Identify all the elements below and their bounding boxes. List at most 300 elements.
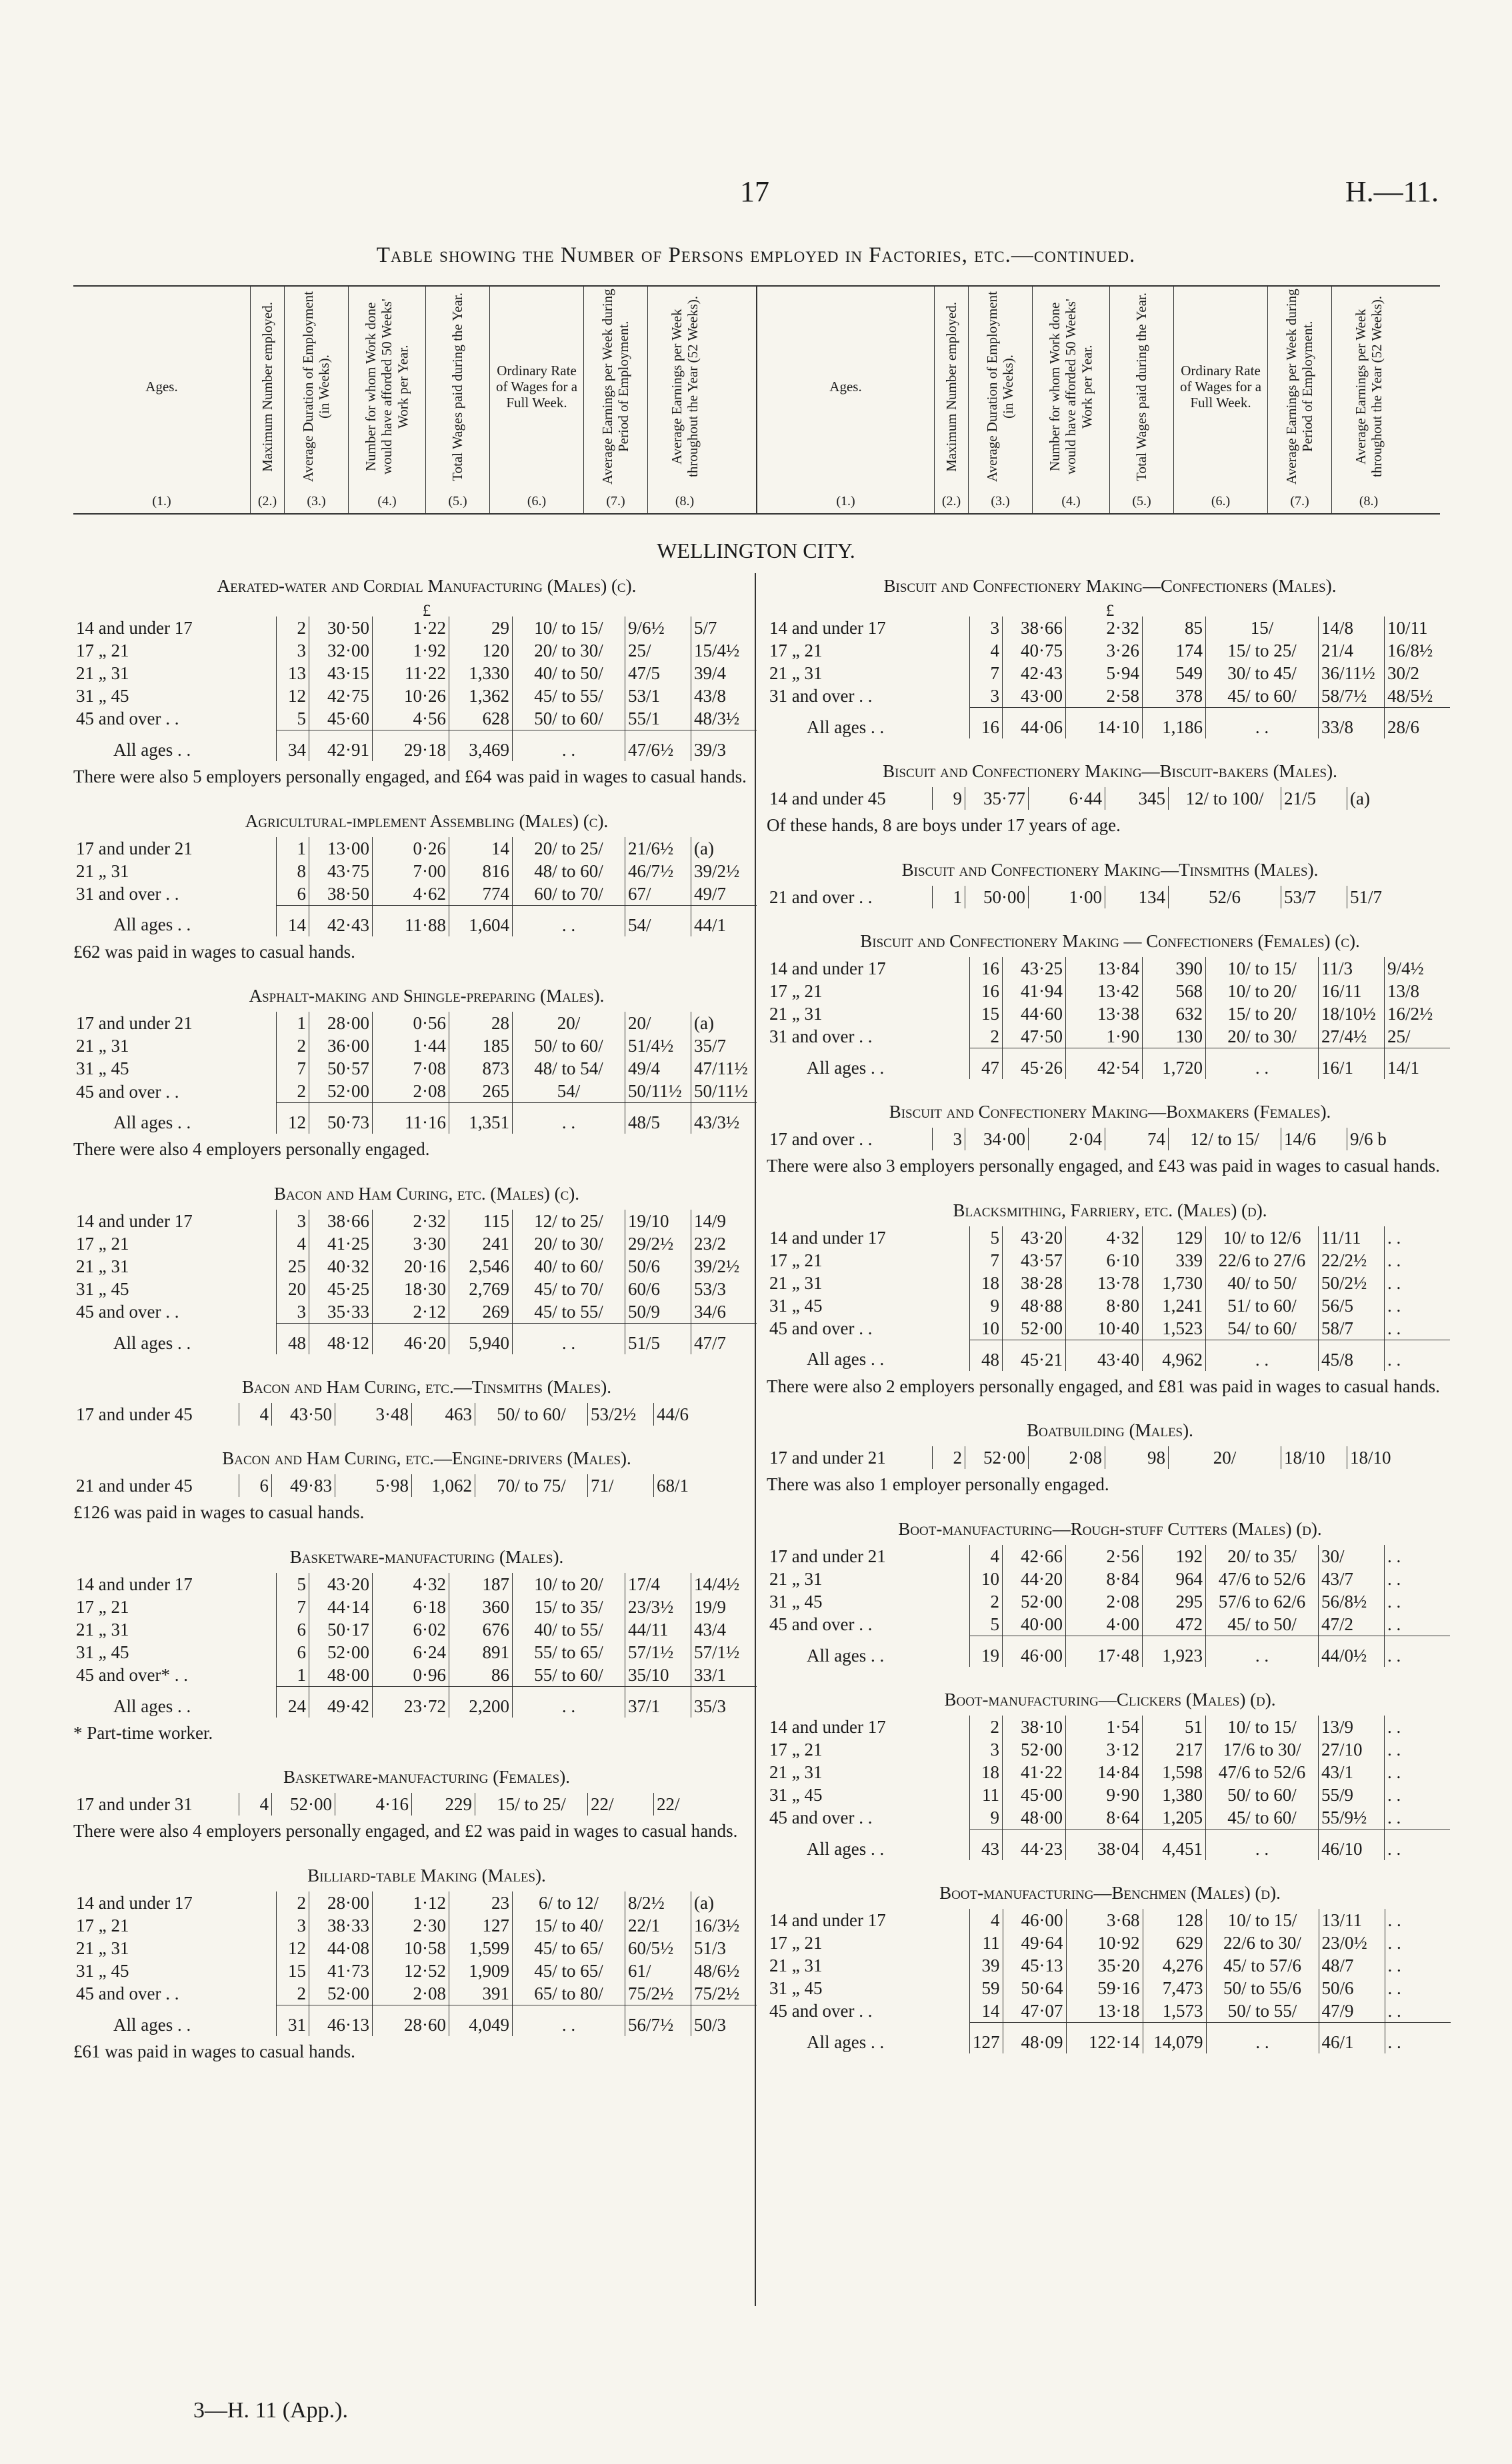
table-row — [73, 1403, 719, 1426]
table-cell: 70/ to 75/ — [475, 1474, 588, 1497]
total-row — [767, 708, 1450, 739]
table-cell: 3·12 — [1066, 1738, 1143, 1761]
total-row — [767, 1830, 1450, 1861]
table-cell: 46/1 — [1319, 2023, 1385, 2054]
table-cell: 0·96 — [373, 1664, 449, 1687]
table-cell: 48/7 — [1319, 1954, 1385, 1977]
table-cell: 1 — [277, 837, 309, 860]
table-cell: 115 — [449, 1210, 513, 1232]
industry-section — [73, 984, 780, 1161]
table-cell: 241 — [449, 1232, 513, 1255]
table-cell: 8·80 — [1066, 1294, 1143, 1317]
table-cell: 4 — [970, 1545, 1003, 1568]
table-row — [767, 957, 1450, 980]
table-cell: 15/ to 40/ — [513, 1914, 625, 1937]
right-column — [767, 575, 1453, 2075]
industry-section — [767, 1419, 1453, 1496]
table-cell: 1,573 — [1143, 1999, 1206, 2023]
table-cell: 6/ to 12/ — [513, 1891, 625, 1914]
table-cell: 48·12 — [309, 1324, 373, 1355]
table-cell: 345 — [1105, 787, 1169, 810]
table-cell: 54/ — [625, 905, 691, 936]
pound-sign: £ — [422, 602, 431, 620]
table-cell: 48/ to 60/ — [513, 860, 625, 882]
data-table — [767, 1226, 1450, 1371]
table-cell: 14 and under 17 — [73, 1210, 277, 1232]
table-cell: 45/ to 60/ — [1206, 684, 1319, 708]
table-row — [767, 886, 1413, 908]
table-row — [767, 1128, 1413, 1150]
table-cell: 14 and under 45 — [767, 787, 933, 810]
table-cell: 29 — [449, 616, 513, 639]
table-cell: 12·52 — [373, 1959, 449, 1982]
table-cell: 44/11 — [625, 1618, 691, 1641]
table-cell: 55/1 — [625, 707, 691, 730]
table-cell: 47/6 to 52/6 — [1206, 1568, 1319, 1590]
section-title: Biscuit and Confectionery Making—Boxmakers (Females). — [889, 1101, 1331, 1122]
table-row — [73, 1034, 757, 1057]
table-cell: 5/7 — [694, 618, 717, 638]
table-cell: (a) — [1350, 788, 1370, 809]
header-number: (4.) — [377, 494, 397, 509]
table-cell: 20/ to 30/ — [513, 1232, 625, 1255]
table-cell: 31 — [277, 2005, 309, 2037]
table-row — [767, 1716, 1450, 1738]
table-row — [73, 1255, 757, 1278]
header-label — [1033, 287, 1109, 487]
table-cell: 13·38 — [1066, 1002, 1143, 1025]
table-row — [767, 980, 1450, 1002]
header-label — [426, 287, 489, 487]
table-cell: 1,330 — [449, 662, 513, 684]
table-row — [767, 1954, 1451, 1977]
total-row — [73, 730, 757, 762]
table-row — [73, 1057, 757, 1080]
table-cell: 41·22 — [1003, 1761, 1066, 1784]
table-cell: 27/10 — [1319, 1738, 1385, 1761]
section-note: Of these hands, 8 are boys under 17 years of age. — [767, 815, 1121, 836]
header-cell — [1110, 287, 1174, 513]
table-cell: 15/4½ — [694, 640, 740, 661]
section-title: Billiard-table Making (Males). — [307, 1865, 546, 1886]
table-cell: 1,241 — [1143, 1294, 1206, 1317]
table-cell: . . — [1385, 1830, 1451, 1861]
table-cell: . . — [513, 1324, 625, 1355]
table-cell: 45 and over . . — [767, 1317, 970, 1340]
table-cell: 9 — [970, 1806, 1003, 1830]
table-row — [73, 1959, 757, 1982]
table-cell: 52·00 — [1003, 1590, 1066, 1613]
table-cell: 49·42 — [309, 1686, 373, 1718]
table-cell: 35/7 — [694, 1036, 727, 1056]
section-title: Blacksmithing, Farriery, etc. (Males) (d). — [953, 1200, 1267, 1220]
table-cell: 21 „ 31 — [767, 1954, 970, 1977]
table-cell: 16/2½ — [1387, 1003, 1433, 1024]
table-cell: 1,604 — [449, 905, 513, 936]
table-cell: 65/ to 80/ — [513, 1982, 625, 2005]
table-cell: 52·00 — [272, 1793, 335, 1816]
table-cell: 4·62 — [373, 882, 449, 906]
table-cell: 7 — [970, 662, 1003, 684]
table-cell: 43·25 — [1003, 957, 1066, 980]
table-cell: 2·56 — [1066, 1545, 1143, 1568]
table-row — [767, 1025, 1450, 1048]
industry-section — [767, 575, 1453, 738]
table-cell: 2 — [277, 1982, 309, 2005]
table-cell: 53/7 — [1281, 886, 1347, 908]
table-cell: 35·20 — [1066, 1954, 1143, 1977]
table-cell: 44·23 — [1003, 1830, 1066, 1861]
header-label-text: Ordinary Rate of Wages for a Full Week. — [495, 362, 578, 411]
table-cell: 3·48 — [335, 1403, 412, 1426]
table-cell: 43/8 — [694, 686, 727, 706]
table-cell: 50/6 — [625, 1255, 691, 1278]
table-cell: . . — [1387, 1591, 1401, 1612]
table-cell: All ages . . — [73, 2005, 277, 2037]
table-cell: 2·30 — [373, 1914, 449, 1937]
table-cell: . . — [1387, 1808, 1401, 1828]
header-number: (3.) — [991, 494, 1010, 509]
header-label-text: Average Earnings per Week during Period of Employment. — [599, 289, 632, 485]
table-cell: 3 — [277, 639, 309, 662]
table-cell: . . — [1387, 1762, 1401, 1783]
header-cell — [935, 287, 969, 513]
table-cell: 51/5 — [625, 1324, 691, 1355]
table-cell: 0·26 — [373, 837, 449, 860]
table-cell: 50/11½ — [625, 1080, 691, 1103]
table-cell: 17 and under 31 — [73, 1793, 239, 1816]
table-cell: 45 and over . . — [73, 707, 277, 730]
table-cell: 42·43 — [1003, 662, 1066, 684]
table-cell: 47/6½ — [625, 730, 691, 762]
industry-section — [767, 1199, 1453, 1398]
table-cell: 7 — [970, 1249, 1003, 1272]
table-cell: 14/9 — [694, 1211, 727, 1232]
table-cell: . . — [1387, 1318, 1401, 1338]
table-cell: 2·32 — [1066, 616, 1143, 639]
table-cell: 28 — [449, 1012, 513, 1034]
table-row — [767, 1249, 1450, 1272]
table-cell: 14 and under 17 — [73, 1891, 277, 1914]
table-cell: 15/ to 20/ — [1206, 1002, 1319, 1025]
table-cell: 23/0½ — [1319, 1931, 1385, 1954]
table-cell: 6 — [239, 1474, 272, 1497]
data-table — [73, 616, 757, 761]
table-cell: 51/7 — [1350, 886, 1383, 907]
table-cell: 51/3 — [694, 1938, 727, 1959]
table-cell: 43·15 — [309, 662, 373, 684]
table-cell: 676 — [449, 1618, 513, 1641]
industry-section — [73, 575, 780, 788]
table-cell: 31 „ 45 — [767, 1294, 970, 1317]
table-cell: 13·00 — [309, 837, 373, 860]
header-label-text: Number for whom Work done would have afforded 50 Weeks' Work per Year. — [363, 299, 411, 475]
table-cell: 4·56 — [373, 707, 449, 730]
table-row — [767, 1002, 1450, 1025]
table-cell: 2 — [277, 1891, 309, 1914]
table-cell: 50/3 — [691, 2005, 757, 2037]
table-cell: 46·13 — [309, 2005, 373, 2037]
total-row — [73, 1324, 757, 1355]
table-cell: 38·50 — [309, 882, 373, 906]
table-cell: 52·00 — [309, 1080, 373, 1103]
header-number: (4.) — [1061, 494, 1081, 509]
table-cell: 15 — [277, 1959, 309, 1982]
header-label-text: Number for whom Work done would have afforded 50 Weeks' Work per Year. — [1047, 299, 1095, 475]
table-cell: 22/6 to 27/6 — [1206, 1249, 1319, 1272]
table-cell: 10/ to 15/ — [513, 616, 625, 639]
data-table — [767, 1716, 1450, 1860]
table-cell: 47/11½ — [694, 1058, 748, 1079]
table-cell: 45·00 — [1003, 1784, 1066, 1806]
section-note: There were also 5 employers personally engaged, and £64 was paid in wages to casual hands. — [73, 766, 747, 787]
column-header — [73, 285, 1440, 515]
table-cell: 6·02 — [373, 1618, 449, 1641]
table-row — [73, 639, 757, 662]
table-cell: 10/ to 20/ — [1206, 980, 1319, 1002]
table-cell: 4·16 — [335, 1793, 412, 1816]
header-number: (3.) — [307, 494, 326, 509]
table-cell: 11 — [970, 1931, 1003, 1954]
industry-section — [767, 1100, 1453, 1178]
header-label-text: Average Earnings per Week throughout the Year (52 Weeks). — [668, 295, 701, 478]
total-row — [767, 1048, 1450, 1079]
section-note: £126 was paid in wages to casual hands. — [73, 1502, 365, 1523]
table-cell: 17 and under 21 — [73, 837, 277, 860]
header-label — [251, 287, 284, 487]
table-cell: 44/0½ — [1319, 1636, 1385, 1667]
table-cell: 15/ — [1206, 616, 1319, 639]
table-cell: 49/4 — [625, 1057, 691, 1080]
industry-section — [767, 1881, 1453, 2053]
table-cell: 873 — [449, 1057, 513, 1080]
table-row — [73, 1664, 757, 1687]
table-row — [73, 882, 757, 906]
table-cell: 217 — [1143, 1738, 1206, 1761]
section-note: There were also 4 employers personally engaged. — [73, 1139, 430, 1160]
table-cell: 21 „ 31 — [73, 1937, 277, 1959]
industry-section — [767, 760, 1453, 837]
data-table — [73, 1403, 719, 1426]
header-label — [1174, 287, 1267, 487]
table-row — [767, 1999, 1451, 2023]
table-row — [767, 616, 1450, 639]
total-row — [767, 2023, 1451, 2054]
industry-section — [73, 1546, 780, 1745]
table-cell: 1·90 — [1066, 1025, 1143, 1048]
table-cell: 58/7½ — [1319, 684, 1385, 708]
table-cell: 1·00 — [1029, 886, 1105, 908]
header-number: (7.) — [1290, 494, 1309, 509]
table-cell: 47 — [970, 1048, 1003, 1079]
table-cell: 185 — [449, 1034, 513, 1057]
table-cell: 11 — [970, 1784, 1003, 1806]
table-cell: 50/ to 60/ — [1206, 1784, 1319, 1806]
table-cell: 2 — [277, 1034, 309, 1057]
table-cell: 7,473 — [1143, 1977, 1206, 1999]
header-cell — [1174, 287, 1268, 513]
table-row — [73, 1793, 719, 1816]
table-cell: 50/ to 55/ — [1206, 1999, 1319, 2023]
table-cell: 55/9½ — [1319, 1806, 1385, 1830]
table-cell: 60/ to 70/ — [513, 882, 625, 906]
table-cell: 20/ — [1169, 1446, 1281, 1469]
header-label — [935, 287, 968, 487]
table-cell: 21/6½ — [625, 837, 691, 860]
table-cell: 10/ to 15/ — [1206, 957, 1319, 980]
table-cell: 53/1 — [625, 684, 691, 707]
header-label-text: Ages. — [145, 378, 178, 395]
table-cell: 44·60 — [1003, 1002, 1066, 1025]
table-cell: 10 — [970, 1317, 1003, 1340]
table-cell: 21 „ 31 — [73, 1618, 277, 1641]
header-cell — [490, 287, 584, 513]
table-cell: 17 and over . . — [767, 1128, 933, 1150]
table-cell: All ages . . — [73, 730, 277, 762]
table-cell: 6·44 — [1029, 787, 1105, 810]
table-cell: 52·00 — [1003, 1738, 1066, 1761]
table-row — [73, 662, 757, 684]
table-cell: 25 — [277, 1255, 309, 1278]
table-cell: 17 „ 21 — [73, 1914, 277, 1937]
section-title: Biscuit and Confectionery Making—Biscuit-bakers (Males). — [883, 761, 1337, 782]
table-cell: 21/5 — [1281, 787, 1347, 810]
table-cell: 4 — [239, 1793, 272, 1816]
table-cell: 46/10 — [1319, 1830, 1385, 1861]
table-cell: 1 — [277, 1012, 309, 1034]
table-cell: . . — [1206, 2023, 1319, 2054]
table-row — [767, 787, 1413, 810]
header-number: (1.) — [836, 494, 855, 509]
table-cell: 2·08 — [373, 1080, 449, 1103]
table-cell: 3·26 — [1066, 639, 1143, 662]
table-cell: . . — [1387, 1295, 1401, 1316]
table-cell: 472 — [1143, 1613, 1206, 1636]
table-row — [767, 1545, 1450, 1568]
table-cell: 55/ to 60/ — [513, 1664, 625, 1687]
table-cell: 42·54 — [1066, 1048, 1143, 1079]
table-cell: 47·07 — [1003, 1999, 1066, 2023]
table-cell: 14·84 — [1066, 1761, 1143, 1784]
table-cell: 187 — [449, 1573, 513, 1596]
table-cell: 45·25 — [309, 1278, 373, 1300]
table-cell: . . — [1387, 1614, 1401, 1634]
table-row — [73, 1210, 757, 1232]
table-cell: 45 and over . . — [767, 1806, 970, 1830]
section-title: Boatbuilding (Males). — [1027, 1420, 1193, 1441]
table-row — [73, 1474, 719, 1497]
table-cell: 58/7 — [1319, 1317, 1385, 1340]
table-cell: 17 „ 21 — [73, 1596, 277, 1618]
table-cell: 48·00 — [1003, 1806, 1066, 1830]
table-cell: 17 „ 21 — [73, 639, 277, 662]
table-cell: 7·08 — [373, 1057, 449, 1080]
table-cell: 9 — [933, 787, 965, 810]
table-row — [767, 1738, 1450, 1761]
table-cell: 17 and under 21 — [73, 1012, 277, 1034]
header-cell — [757, 287, 935, 513]
table-cell: 22/1 — [625, 1914, 691, 1937]
table-cell: 20/ to 35/ — [1206, 1545, 1319, 1568]
table-cell: 50/ to 60/ — [513, 1034, 625, 1057]
section-note: * Part-time worker. — [73, 1722, 213, 1743]
table-cell: 47/7 — [691, 1324, 757, 1355]
industry-section — [73, 1376, 780, 1426]
table-row — [73, 707, 757, 730]
table-cell: 10·92 — [1066, 1931, 1143, 1954]
table-cell: 54/ to 60/ — [1206, 1317, 1319, 1340]
table-cell: 23/3½ — [625, 1596, 691, 1618]
table-cell: 6 — [277, 1618, 309, 1641]
data-table — [73, 1573, 757, 1718]
table-cell: 46·20 — [373, 1324, 449, 1355]
table-cell: 12 — [277, 1103, 309, 1134]
table-cell: 37/1 — [625, 1686, 691, 1718]
table-row — [73, 684, 757, 707]
table-row — [73, 860, 757, 882]
header-label — [584, 287, 647, 487]
table-cell: 45/ to 60/ — [1206, 1806, 1319, 1830]
table-cell: . . — [1387, 1933, 1401, 1953]
table-cell: . . — [1387, 1717, 1401, 1738]
table-cell: 13/11 — [1319, 1909, 1385, 1931]
table-cell: 67/ — [625, 882, 691, 906]
table-cell: 44/1 — [691, 905, 757, 936]
data-table — [73, 1474, 719, 1497]
table-cell: 816 — [449, 860, 513, 882]
table-cell: 53/2½ — [588, 1403, 654, 1426]
table-cell: 14·10 — [1066, 708, 1143, 739]
table-row — [767, 1977, 1451, 1999]
table-cell: 42·43 — [309, 905, 373, 936]
table-cell: 2,546 — [449, 1255, 513, 1278]
table-cell: 35/3 — [691, 1686, 757, 1718]
table-cell: 6·10 — [1066, 1249, 1143, 1272]
table-cell: 1,062 — [412, 1474, 475, 1497]
table-cell: 16/1 — [1319, 1048, 1385, 1079]
header-number: (8.) — [675, 494, 695, 509]
table-row — [767, 662, 1450, 684]
table-cell: 5·94 — [1066, 662, 1143, 684]
table-cell: 11/11 — [1319, 1226, 1385, 1249]
table-cell: 1,923 — [1143, 1636, 1206, 1667]
table-cell: 2·32 — [373, 1210, 449, 1232]
table-cell: 19 — [970, 1636, 1003, 1667]
header-number: (7.) — [606, 494, 625, 509]
table-cell: 3 — [277, 1914, 309, 1937]
table-cell: . . — [513, 2005, 625, 2037]
table-cell: 1·12 — [373, 1891, 449, 1914]
table-cell: 45 and over* . . — [73, 1664, 277, 1687]
table-cell: 47·50 — [1003, 1025, 1066, 1048]
section-title: Bacon and Ham Curing, etc.—Tinsmiths (Males). — [242, 1377, 611, 1398]
industry-section — [73, 1766, 780, 1843]
data-table — [767, 957, 1450, 1079]
table-cell: 42·66 — [1003, 1545, 1066, 1568]
table-cell: 11·22 — [373, 662, 449, 684]
table-cell: 21 „ 31 — [767, 1568, 970, 1590]
table-cell: 17 „ 21 — [73, 1232, 277, 1255]
table-row — [767, 1931, 1451, 1954]
header-number: (5.) — [1132, 494, 1151, 509]
table-cell: 33/1 — [694, 1664, 727, 1685]
table-cell: 15/ to 35/ — [513, 1596, 625, 1618]
table-cell: 38·66 — [1003, 616, 1066, 639]
table-cell: 71/ — [588, 1474, 654, 1497]
table-cell: All ages . . — [767, 1636, 970, 1667]
table-cell: 229 — [412, 1793, 475, 1816]
table-cell: 17/6 to 30/ — [1206, 1738, 1319, 1761]
